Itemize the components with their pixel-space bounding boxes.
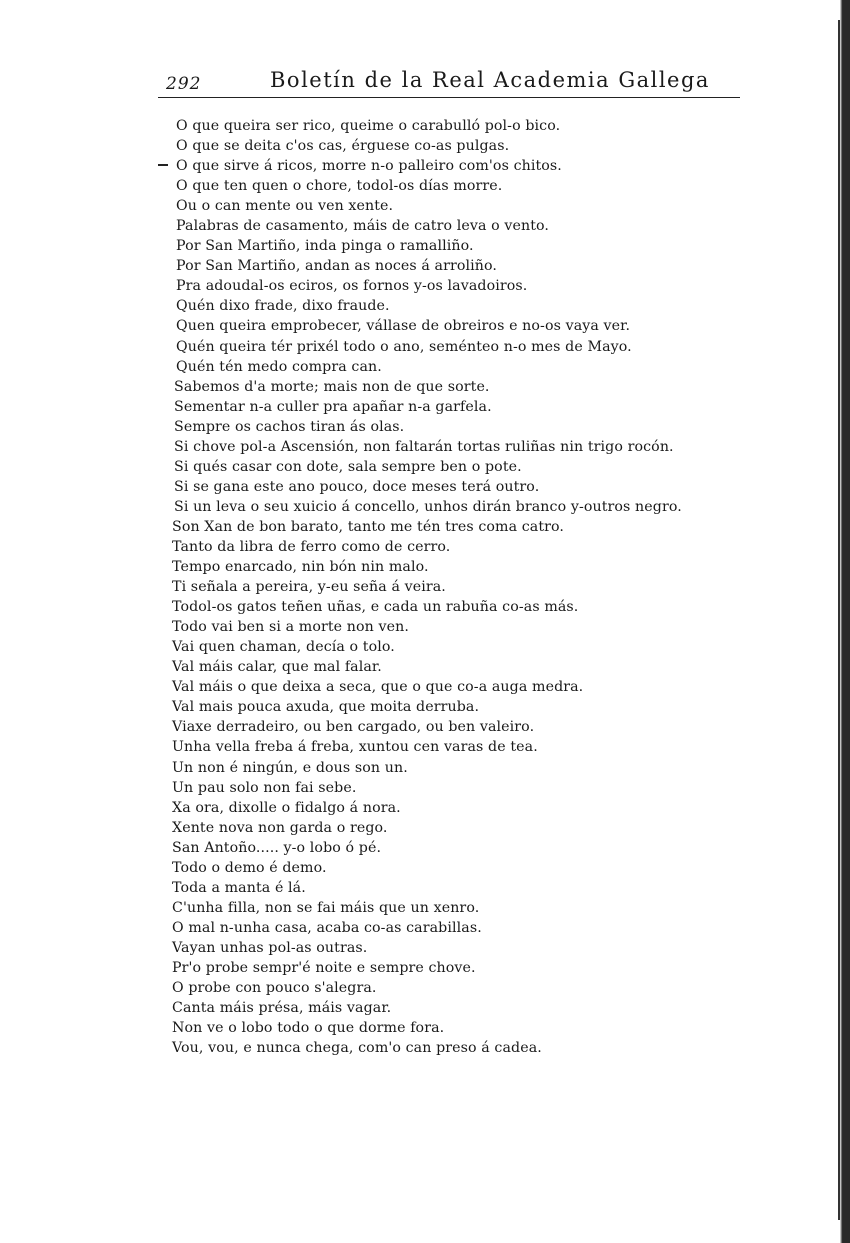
proverb-line: O que ten quen o chore, todol-os días morre. (176, 178, 503, 195)
proverb-line: Viaxe derradeiro, ou ben cargado, ou ben valeiro. (172, 719, 535, 736)
header-rule (158, 97, 740, 98)
proverb-line: Vai quen chaman, decía o tolo. (172, 639, 395, 656)
proverb-line: Quén tén medo compra can. (176, 358, 382, 375)
proverb-line: O mal n-unha casa, acaba co-as carabillas. (172, 919, 482, 936)
proverb-line: Quén dixo frade, dixo fraude. (176, 298, 390, 315)
proverb-line: Palabras de casamento, máis de catro leva o vento. (176, 218, 550, 235)
scan-binding-line (838, 20, 840, 1220)
proverb-line: Quen queira emprobecer, vállase de obreiros e no-os vaya ver. (176, 318, 631, 335)
proverb-line: Si se gana este ano pouco, doce meses terá outro. (174, 478, 540, 495)
proverb-line: Quén queira tér prixél todo o ano, seménteo n-o mes de Mayo. (176, 338, 632, 355)
page-number: 292 (166, 74, 202, 94)
proverb-line: Canta máis présa, máis vagar. (172, 1000, 392, 1017)
proverb-line: Todo vai ben si a morte non ven. (172, 619, 409, 636)
proverb-line: O que se deita c'os cas, érguese co-as pulgas. (176, 138, 510, 155)
proverb-line: Unha vella freba á freba, xuntou cen varas de tea. (172, 739, 538, 756)
proverb-list (172, 116, 732, 1058)
proverb-line: Pr'o probe sempr'é noite e sempre chove. (172, 959, 476, 976)
proverb-line: Val máis o que deixa a seca, que o que co-a auga medra. (172, 679, 584, 696)
proverb-line: Xa ora, dixolle o fidalgo á nora. (172, 799, 401, 816)
proverb-line: Vayan unhas pol-as outras. (172, 939, 368, 956)
proverb-line: Ou o can mente ou ven xente. (176, 198, 394, 215)
proverb-line: San Antoño..... y-o lobo ó pé. (172, 839, 382, 856)
proverb-line: Sementar n-a culler pra apañar n-a garfela. (174, 398, 492, 415)
proverb-line: Por San Martiño, inda pinga o ramalliño. (176, 238, 474, 255)
proverb-line: Si un leva o seu xuicio á concello, unhos dirán branco y-outros negro. (174, 498, 682, 515)
proverb-line: Tempo enarcado, nin bón nin malo. (172, 559, 429, 576)
page-header (158, 66, 740, 100)
proverb-line: Por San Martiño, andan as noces á arroliño. (176, 258, 498, 275)
proverb-line: Si chove pol-a Ascensión, non faltarán tortas ruliñas nin trigo rocón. (174, 438, 674, 455)
proverb-line: Vou, vou, e nunca chega, com'o can preso á cadea. (172, 1040, 542, 1057)
proverb-line: Val mais pouca axuda, que moita derruba. (172, 699, 480, 716)
proverb-line: Sempre os cachos tiran ás olas. (174, 418, 405, 435)
proverb-line: Ti señala a pereira, y-eu seña á veira. (172, 579, 446, 596)
proverb-line: O que sirve á ricos, morre n-o palleiro com'os chitos. (176, 158, 562, 175)
proverb-line: Un non é ningún, e dous son un. (172, 759, 408, 776)
proverb-line: Non ve o lobo todo o que dorme fora. (172, 1020, 445, 1037)
proverb-line: Tanto da libra de ferro como de cerro. (172, 538, 451, 555)
proverb-line: Un pau solo non fai sebe. (172, 779, 357, 796)
proverb-line: O probe con pouco s'alegra. (172, 980, 377, 997)
proverb-line: Toda a manta é lá. (172, 879, 306, 896)
running-title: Boletín de la Real Academia Gallega (270, 68, 710, 92)
proverb-line: Xente nova non garda o rego. (172, 819, 388, 836)
proverb-line: Son Xan de bon barato, tanto me tén tres coma catro. (172, 518, 565, 535)
margin-dash-mark (158, 164, 168, 166)
scan-binding-edge (833, 0, 850, 1243)
proverb-line: Val máis calar, que mal falar. (172, 659, 382, 676)
proverb-line: Pra adoudal-os eciros, os fornos y-os lavadoiros. (176, 278, 528, 295)
proverb-line: Si qués casar con dote, sala sempre ben o pote. (174, 458, 522, 475)
proverb-line: Sabemos d'a morte; mais non de que sorte. (174, 378, 490, 395)
proverb-line: C'unha filla, non se fai máis que un xenro. (172, 899, 480, 916)
proverb-line: Todo o demo é demo. (172, 859, 327, 876)
proverb-line: O que queira ser rico, queime o carabulló pol-o bico. (176, 118, 561, 134)
proverb-line: Todol-os gatos teñen uñas, e cada un rabuña co-as más. (172, 599, 579, 616)
